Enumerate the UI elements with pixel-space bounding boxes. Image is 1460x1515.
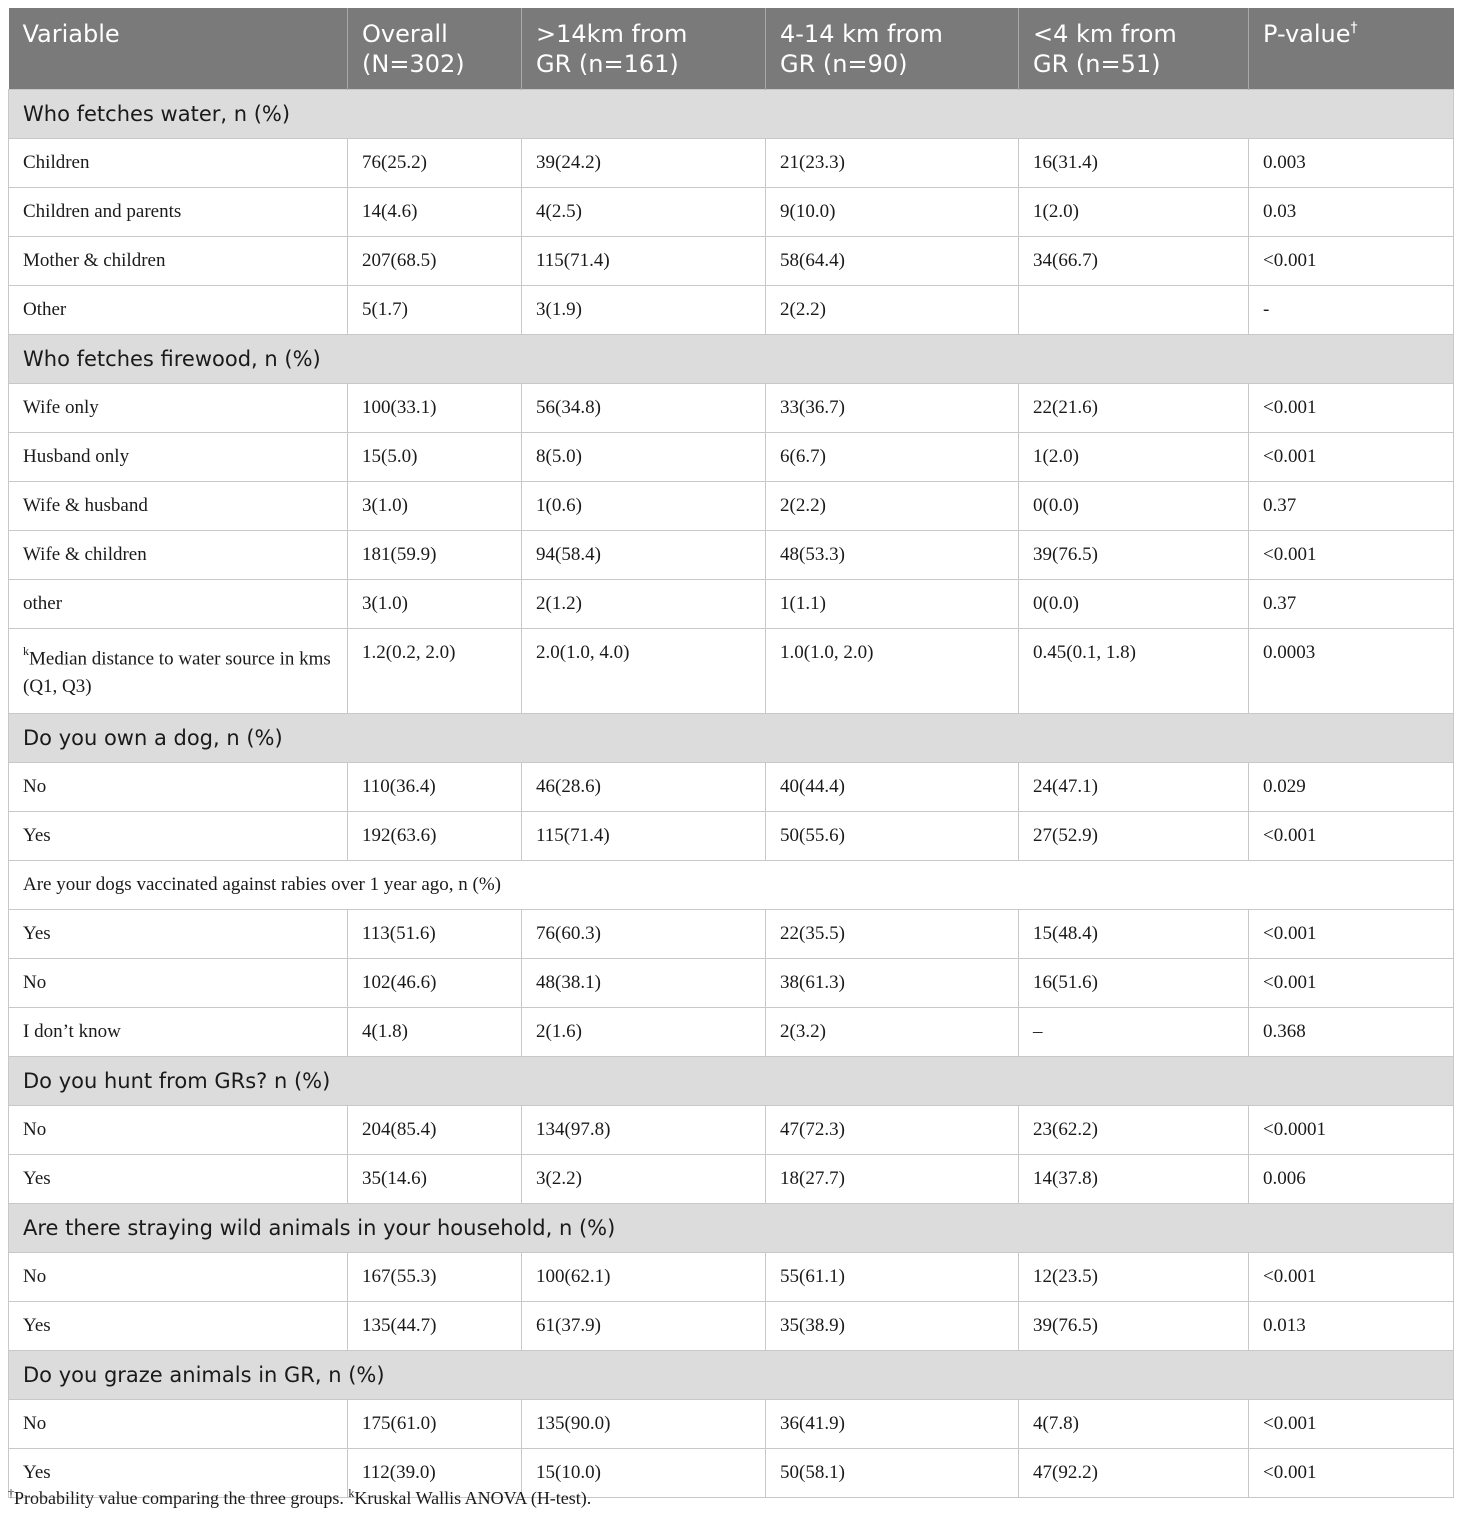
cell-p: <0.001 (1249, 433, 1454, 482)
cell-p: <0.001 (1249, 1449, 1454, 1498)
row-label (9, 286, 348, 335)
cell-far: 3(1.9) (522, 286, 766, 335)
cell-mid: 36(41.9) (766, 1400, 1019, 1449)
cell-mid: 2(3.2) (766, 1008, 1019, 1057)
row-label-text: No (23, 1119, 47, 1141)
table-row (9, 1155, 1454, 1204)
cell-overall: 181(59.9) (348, 531, 522, 580)
cell-mid: 2(2.2) (766, 286, 1019, 335)
cell-overall: 192(63.6) (348, 812, 522, 861)
table-row (9, 1302, 1454, 1351)
row-label (9, 482, 348, 531)
cell-p: 0.37 (1249, 580, 1454, 629)
cell-far: 100(62.1) (522, 1253, 766, 1302)
cell-p: <0.001 (1249, 1400, 1454, 1449)
section-title: Do you own a dog, n (%) (9, 714, 1454, 763)
table-row (9, 286, 1454, 335)
row-label (9, 1253, 348, 1302)
row-label (9, 1008, 348, 1057)
row-label (9, 910, 348, 959)
cell-mid: 47(72.3) (766, 1106, 1019, 1155)
row-label (9, 433, 348, 482)
cell-p: 0.013 (1249, 1302, 1454, 1351)
footnote-k-mark: k (348, 1486, 355, 1500)
cell-overall: 3(1.0) (348, 482, 522, 531)
cell-overall: 102(46.6) (348, 959, 522, 1008)
cell-near: 39(76.5) (1019, 531, 1249, 580)
cell-mid: 55(61.1) (766, 1253, 1019, 1302)
cell-mid: 2(2.2) (766, 482, 1019, 531)
cell-mid: 50(55.6) (766, 812, 1019, 861)
row-label-text: Husband only (23, 446, 130, 467)
cell-p: <0.001 (1249, 910, 1454, 959)
cell-mid: 1.0(1.0, 2.0) (766, 629, 1019, 714)
cell-p: - (1249, 286, 1454, 335)
cell-far: 135(90.0) (522, 1400, 766, 1449)
cell-p: 0.003 (1249, 139, 1454, 188)
row-label-text: other (23, 593, 63, 614)
cell-near: 1(2.0) (1019, 433, 1249, 482)
row-label-text: Yes (23, 1168, 51, 1190)
cell-overall: 110(36.4) (348, 763, 522, 812)
cell-far: 48(38.1) (522, 959, 766, 1008)
row-label (9, 188, 348, 237)
header-overall: Overall (N=302) (348, 8, 522, 90)
table-row (9, 482, 1454, 531)
cell-far: 15(10.0) (522, 1449, 766, 1498)
section-header-row (9, 1351, 1454, 1400)
section-title: Who fetches firewood, n (%) (9, 335, 1454, 384)
cell-far: 2(1.6) (522, 1008, 766, 1057)
cell-p: 0.0003 (1249, 629, 1454, 714)
cell-overall: 204(85.4) (348, 1106, 522, 1155)
cell-p: <0.0001 (1249, 1106, 1454, 1155)
cell-overall: 175(61.0) (348, 1400, 522, 1449)
cell-mid: 9(10.0) (766, 188, 1019, 237)
row-label-text: Wife & children (23, 544, 147, 565)
row-label-text: Other (23, 299, 67, 320)
cell-overall: 5(1.7) (348, 286, 522, 335)
cell-near: 15(48.4) (1019, 910, 1249, 959)
cell-p: 0.006 (1249, 1155, 1454, 1204)
cell-far: 134(97.8) (522, 1106, 766, 1155)
row-label-text: Yes (23, 923, 51, 945)
cell-overall: 112(39.0) (348, 1449, 522, 1498)
cell-near: 0(0.0) (1019, 580, 1249, 629)
cell-near: 12(23.5) (1019, 1253, 1249, 1302)
cell-far: 94(58.4) (522, 531, 766, 580)
cell-near: 23(62.2) (1019, 1106, 1249, 1155)
table-container (8, 8, 1453, 1498)
cell-near: 0.45(0.1, 1.8) (1019, 629, 1249, 714)
row-label-text: Wife only (23, 397, 99, 418)
header-row (9, 8, 1454, 90)
table-row (9, 910, 1454, 959)
row-label (9, 237, 348, 286)
cell-near: 16(51.6) (1019, 959, 1249, 1008)
row-label (9, 1106, 348, 1155)
cell-far: 8(5.0) (522, 433, 766, 482)
row-label (9, 763, 348, 812)
row-label (9, 1155, 348, 1204)
row-label (9, 1302, 348, 1351)
row-label-text: Children (23, 152, 90, 173)
cell-p: <0.001 (1249, 812, 1454, 861)
cell-overall: 35(14.6) (348, 1155, 522, 1204)
cell-near (1019, 286, 1249, 335)
row-label-text: Wife & husband (23, 495, 148, 516)
cell-far: 2.0(1.0, 4.0) (522, 629, 766, 714)
cell-far: 46(28.6) (522, 763, 766, 812)
section-header-row (9, 1057, 1454, 1106)
section-title: Are there straying wild animals in your household, n (%) (9, 1204, 1454, 1253)
row-label-text: No (23, 972, 47, 994)
cell-far: 2(1.2) (522, 580, 766, 629)
header-far: >14km from GR (n=161) (522, 8, 766, 90)
cell-near: 47(92.2) (1019, 1449, 1249, 1498)
cell-overall: 15(5.0) (348, 433, 522, 482)
row-label-text: No (23, 776, 47, 798)
k-mark: k (23, 644, 29, 658)
cell-near: 22(21.6) (1019, 384, 1249, 433)
cell-mid: 18(27.7) (766, 1155, 1019, 1204)
section-header-row (9, 335, 1454, 384)
row-label (9, 531, 348, 580)
row-label (9, 580, 348, 629)
table-row (9, 384, 1454, 433)
cell-far: 3(2.2) (522, 1155, 766, 1204)
table-row (9, 237, 1454, 286)
cell-p: 0.37 (1249, 482, 1454, 531)
row-label (9, 384, 348, 433)
cell-far: 115(71.4) (522, 812, 766, 861)
row-label (9, 629, 348, 714)
cell-mid: 33(36.7) (766, 384, 1019, 433)
table-row (9, 580, 1454, 629)
table-footnote: †Probability value comparing the three groups. $^k$Kruskal Wallis ANOVA (H-test). (8, 1486, 592, 1508)
cell-far: 76(60.3) (522, 910, 766, 959)
cell-mid: 58(64.4) (766, 237, 1019, 286)
section-header-row (9, 90, 1454, 139)
row-label-text: Yes (23, 1462, 51, 1484)
subquestion-label: Are your dogs vaccinated against rabies over 1 year ago, n (%) (9, 861, 1454, 910)
subquestion-row (9, 861, 1454, 910)
cell-far: 1(0.6) (522, 482, 766, 531)
cell-overall: 3(1.0) (348, 580, 522, 629)
table-row (9, 1400, 1454, 1449)
row-label-text: Children and parents (23, 201, 182, 222)
table-body (9, 90, 1454, 1498)
cell-far: 4(2.5) (522, 188, 766, 237)
cell-near: 14(37.8) (1019, 1155, 1249, 1204)
row-label-text: Yes (23, 1315, 51, 1337)
header-pvalue: P-value† (1249, 8, 1454, 90)
table-row (9, 433, 1454, 482)
table-row (9, 812, 1454, 861)
cell-mid: 48(53.3) (766, 531, 1019, 580)
cell-overall: 113(51.6) (348, 910, 522, 959)
data-table (8, 8, 1454, 1498)
table-row (9, 1008, 1454, 1057)
cell-p: <0.001 (1249, 237, 1454, 286)
cell-near: 39(76.5) (1019, 1302, 1249, 1351)
cell-overall: 4(1.8) (348, 1008, 522, 1057)
section-header-row (9, 1204, 1454, 1253)
cell-mid: 40(44.4) (766, 763, 1019, 812)
table-row (9, 188, 1454, 237)
cell-p: 0.03 (1249, 188, 1454, 237)
row-label (9, 1400, 348, 1449)
cell-mid: 1(1.1) (766, 580, 1019, 629)
cell-overall: 207(68.5) (348, 237, 522, 286)
cell-p: 0.368 (1249, 1008, 1454, 1057)
section-title: Who fetches water, n (%) (9, 90, 1454, 139)
cell-mid: 22(35.5) (766, 910, 1019, 959)
header-variable: Variable (9, 8, 348, 90)
row-label (9, 959, 348, 1008)
cell-far: 61(37.9) (522, 1302, 766, 1351)
cell-p: <0.001 (1249, 384, 1454, 433)
cell-overall: 167(55.3) (348, 1253, 522, 1302)
cell-far: 56(34.8) (522, 384, 766, 433)
cell-overall: 76(25.2) (348, 139, 522, 188)
cell-overall: 100(33.1) (348, 384, 522, 433)
table-row (9, 531, 1454, 580)
row-label-text: No (23, 1413, 47, 1435)
row-label-text: Mother & children (23, 250, 166, 271)
cell-p: <0.001 (1249, 1253, 1454, 1302)
cell-overall: 14(4.6) (348, 188, 522, 237)
cell-near: – (1019, 1008, 1249, 1057)
cell-near: 34(66.7) (1019, 237, 1249, 286)
cell-near: 24(47.1) (1019, 763, 1249, 812)
cell-mid: 38(61.3) (766, 959, 1019, 1008)
table-row (9, 763, 1454, 812)
table-row (9, 959, 1454, 1008)
section-header-row (9, 714, 1454, 763)
header-near: <4 km from GR (n=51) (1019, 8, 1249, 90)
cell-mid: 35(38.9) (766, 1302, 1019, 1351)
cell-mid: 21(23.3) (766, 139, 1019, 188)
cell-overall: 135(44.7) (348, 1302, 522, 1351)
row-label (9, 139, 348, 188)
cell-far: 115(71.4) (522, 237, 766, 286)
table-row (9, 1106, 1454, 1155)
cell-p: <0.001 (1249, 531, 1454, 580)
table-row (9, 1253, 1454, 1302)
row-label-text: No (23, 1266, 47, 1288)
cell-far: 39(24.2) (522, 139, 766, 188)
cell-near: 4(7.8) (1019, 1400, 1249, 1449)
cell-near: 0(0.0) (1019, 482, 1249, 531)
cell-p: 0.029 (1249, 763, 1454, 812)
table-row (9, 629, 1454, 714)
cell-mid: 50(58.1) (766, 1449, 1019, 1498)
footnote-dagger-mark: † (8, 1486, 14, 1500)
row-label-text: Median distance to water source in kms (Q1, Q3) (23, 648, 331, 698)
cell-near: 1(2.0) (1019, 188, 1249, 237)
section-title: Do you graze animals in GR, n (%) (9, 1351, 1454, 1400)
cell-overall: 1.2(0.2, 2.0) (348, 629, 522, 714)
row-label-text: Yes (23, 825, 51, 847)
row-label (9, 812, 348, 861)
cell-near: 16(31.4) (1019, 139, 1249, 188)
section-title: Do you hunt from GRs? n (%) (9, 1057, 1454, 1106)
cell-near: 27(52.9) (1019, 812, 1249, 861)
row-label-text: I don’t know (23, 1021, 121, 1043)
dagger-mark: † (1350, 20, 1358, 36)
cell-p: <0.001 (1249, 959, 1454, 1008)
header-mid: 4-14 km from GR (n=90) (766, 8, 1019, 90)
table-row (9, 139, 1454, 188)
cell-mid: 6(6.7) (766, 433, 1019, 482)
